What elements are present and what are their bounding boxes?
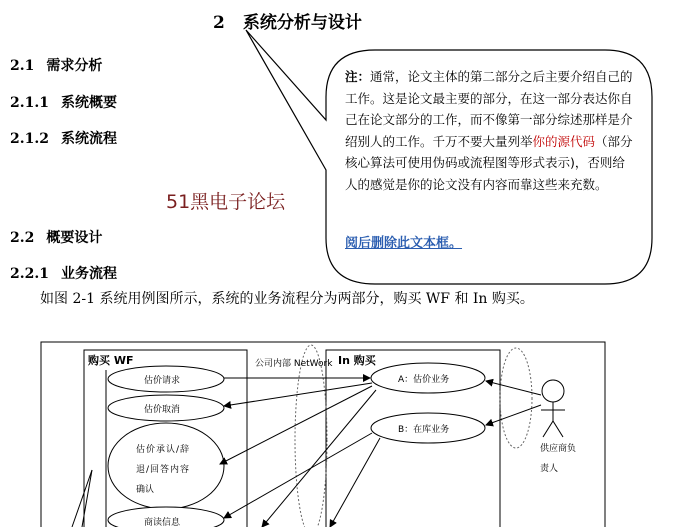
usecase-label: 退/回答内容 bbox=[136, 465, 191, 475]
arrow bbox=[330, 438, 380, 527]
usecase-label: B：在库业务 bbox=[398, 425, 450, 435]
usecase-label: 估价取消 bbox=[144, 405, 181, 415]
watermark-text: 51黑电子论坛 bbox=[166, 191, 286, 213]
section-title: 业务流程 bbox=[60, 266, 117, 282]
section-number: 2.2 bbox=[10, 230, 35, 246]
section-number: 2.1.1 bbox=[10, 95, 49, 111]
arrow bbox=[72, 470, 92, 527]
chapter-title: 系统分析与设计 bbox=[242, 13, 362, 33]
right-box-title: In 购买 bbox=[338, 354, 376, 367]
usecase-label: 估价请求 bbox=[144, 376, 181, 386]
actor-ellipse bbox=[500, 348, 532, 448]
arrow bbox=[220, 386, 372, 464]
callout-highlight: 你的源代码 bbox=[532, 133, 596, 149]
body-paragraph: 如图 2-1 系统用例图所示，系统的业务流程分为两部分，购买 WF 和 In 购买。 bbox=[40, 291, 534, 307]
section-title: 系统流程 bbox=[60, 131, 117, 147]
arrow bbox=[486, 405, 541, 425]
callout-note-label: 注： bbox=[345, 69, 371, 84]
arrow bbox=[262, 390, 376, 527]
network-ellipse bbox=[295, 345, 327, 527]
section-title: 概要设计 bbox=[46, 230, 103, 246]
section-number: 2.1.2 bbox=[10, 131, 49, 147]
section-title: 需求分析 bbox=[46, 58, 103, 74]
section-title: 系统概要 bbox=[60, 95, 117, 111]
section-number: 2.1 bbox=[10, 58, 35, 74]
network-label: 公司内部 NetWork bbox=[255, 359, 333, 369]
chapter-number: 2 bbox=[213, 13, 225, 33]
delete-textbox-link[interactable]: 阅后删除此文本框。 bbox=[345, 236, 463, 251]
actor-head bbox=[542, 380, 564, 402]
section-number: 2.2.1 bbox=[10, 266, 49, 282]
callout-text-part1: 通常，论文主体的第二部分之后主要介绍自己的工作。这是论文最主要的部分，在这一部分表达你自己在论文部分的工作，而不像第一部分综述那样是介绍别人的工作。千万不要大量列举 bbox=[345, 69, 633, 149]
usecase-label: 确认 bbox=[136, 485, 155, 495]
arrow bbox=[486, 381, 541, 395]
usecase-label: 估价承认/辞 bbox=[136, 445, 191, 455]
arrow bbox=[224, 383, 372, 406]
usecase-label: A：估价业务 bbox=[398, 375, 450, 385]
callout-text-part2: （部分核心算法可使用伪码或流程图等形式表示)，否则给人的感觉是你的论文没有内容而靠这些来充数。 bbox=[345, 133, 633, 192]
usecase-label: 商读信息 bbox=[144, 518, 181, 528]
arrow bbox=[224, 433, 372, 518]
left-box-title: 购买 WF bbox=[88, 354, 134, 367]
actor-label: 供应商负 bbox=[540, 444, 577, 454]
actor-leg-left bbox=[543, 421, 553, 437]
actor-leg-right bbox=[553, 421, 563, 437]
actor-label: 责人 bbox=[540, 464, 559, 474]
callout-note bbox=[345, 66, 635, 195]
